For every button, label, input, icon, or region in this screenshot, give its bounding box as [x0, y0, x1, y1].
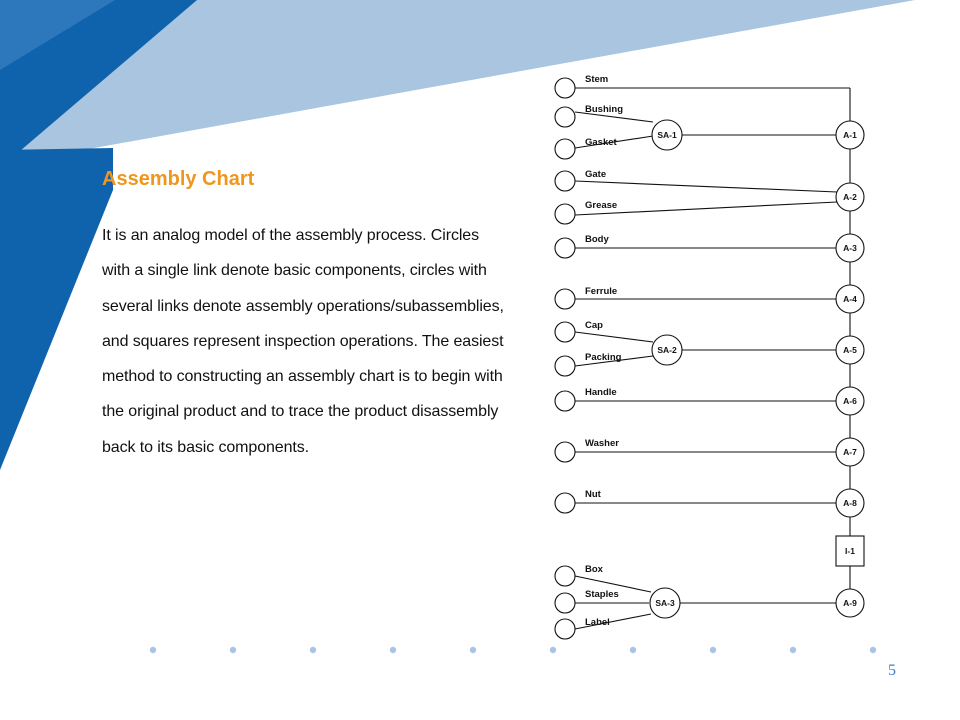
- assembly-label: A-8: [843, 498, 857, 508]
- component-circle: [555, 619, 575, 639]
- component-circle: [555, 356, 575, 376]
- divider-dot: [150, 647, 156, 653]
- component-circle: [555, 107, 575, 127]
- component-circle: [555, 566, 575, 586]
- component-circle: [555, 493, 575, 513]
- component-label: Grease: [585, 200, 618, 211]
- component-label: Body: [585, 234, 609, 245]
- assembly-label: A-1: [843, 130, 857, 140]
- component-label: Packing: [585, 352, 622, 363]
- component-label: Nut: [585, 489, 601, 500]
- divider-dot: [470, 647, 476, 653]
- component-label: Staples: [585, 589, 619, 600]
- assembly-label: A-5: [843, 345, 857, 355]
- divider-dot: [630, 647, 636, 653]
- component-label: Bushing: [585, 104, 623, 115]
- component-circle: [555, 322, 575, 342]
- dot-divider: [0, 640, 960, 660]
- component-circle: [555, 78, 575, 98]
- divider-dot: [870, 647, 876, 653]
- slide-title: Assembly Chart: [102, 168, 255, 190]
- component-label: Cap: [585, 320, 603, 331]
- assembly-label: A-7: [843, 447, 857, 457]
- component-circle: [555, 593, 575, 613]
- assembly-label: A-3: [843, 243, 857, 253]
- component-circle: [555, 442, 575, 462]
- divider-dot: [230, 647, 236, 653]
- component-label: Washer: [585, 438, 619, 449]
- assembly-label: A-9: [843, 598, 857, 608]
- component-label: Ferrule: [585, 286, 618, 297]
- component-label: Gate: [585, 169, 607, 180]
- component-label: Stem: [585, 74, 609, 85]
- component-circle: [555, 171, 575, 191]
- divider-dot: [710, 647, 716, 653]
- divider-dot: [790, 647, 796, 653]
- subassembly-label: SA-3: [655, 598, 675, 608]
- divider-dot: [390, 647, 396, 653]
- component-circle: [555, 391, 575, 411]
- component-circle: [555, 139, 575, 159]
- dark-blue-wedge-bottom: [0, 148, 113, 470]
- assembly-label: A-4: [843, 294, 857, 304]
- component-label: Label: [585, 617, 610, 628]
- component-circle: [555, 204, 575, 224]
- component-label: Box: [585, 564, 603, 575]
- assembly-chart-diagram: [545, 62, 885, 642]
- component-label: Gasket: [585, 137, 617, 148]
- component-circle: [555, 289, 575, 309]
- component-circle: [555, 238, 575, 258]
- divider-dot: [310, 647, 316, 653]
- page-number: 5: [888, 662, 896, 679]
- inspection-label: I-1: [845, 546, 855, 556]
- assembly-label: A-6: [843, 396, 857, 406]
- assembly-label: A-2: [843, 192, 857, 202]
- slide-body-text: It is an analog model of the assembly process. Circles with a single link denote basic components, circles with several links denote assembly operations/subassemblies, and squares represent inspection operations. The easiest method to constructing an assembly chart is to begin with the original product and to trace the product disassembly back to its basic components.: [102, 227, 504, 456]
- component-label: Handle: [585, 387, 617, 398]
- subassembly-label: SA-2: [657, 345, 677, 355]
- subassembly-label: SA-1: [657, 130, 677, 140]
- divider-dot: [550, 647, 556, 653]
